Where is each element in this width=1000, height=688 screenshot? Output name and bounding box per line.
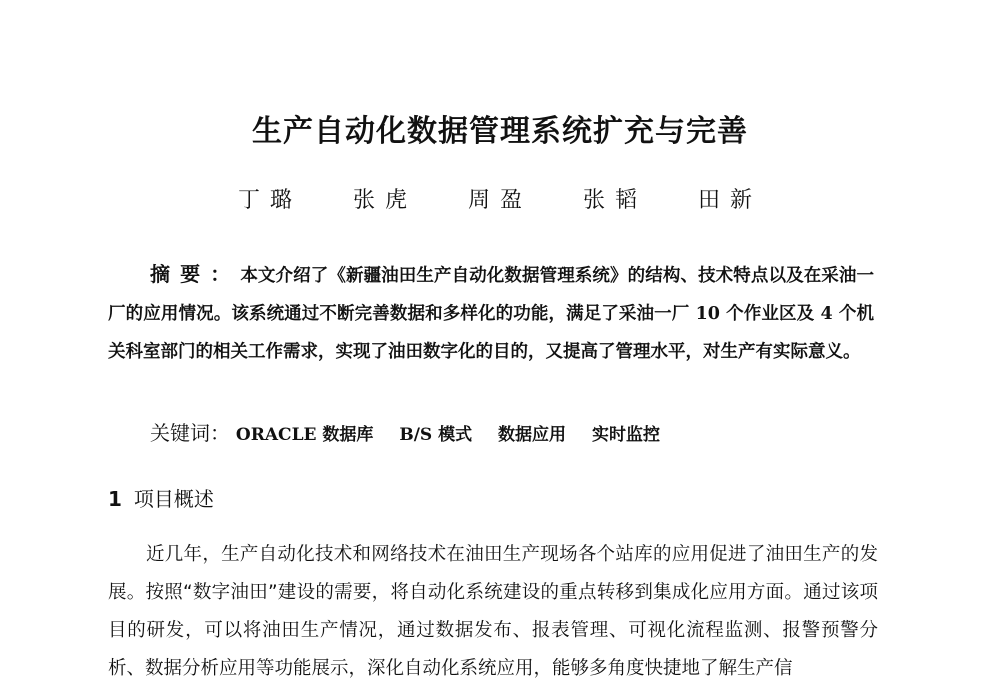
abstract-text: 本文介绍了《新疆油田生产自动化数据管理系统》的结构、技术特点以及在采油一厂的应用情况。该系统通过不断完善数据和多样化的功能，满足了采油一厂 10 个作业区及 4 个机关科室部门的相关工作需求，实现了油田数字化的目的，又提高了管理水平，对生产有实际意义。 bbox=[108, 266, 875, 362]
body-paragraph: 近几年，生产自动化技术和网络技术在油田生产现场各个站库的应用促进了油田生产的发展。按照“数字油田”建设的需要，将自动化系统建设的重点转移到集成化应用方面。通过该项目的研发，可以将油田生产情况，通过数据发布、报表管理、可视化流程监测、报警预警分析、数据分析应用等功能展示，深化自动化系统应用，能够多角度快捷地了解生产信 bbox=[108, 544, 878, 679]
section-number: 1 bbox=[108, 487, 122, 511]
author-list bbox=[0, 186, 1000, 216]
keywords-label: 关键词： bbox=[150, 421, 230, 445]
section-heading bbox=[108, 484, 214, 514]
author-3: 周盈 bbox=[467, 188, 532, 213]
keyword-4: 实时监控 bbox=[591, 425, 660, 445]
paper-title: 生产自动化数据管理系统扩充与完善 bbox=[252, 114, 748, 149]
keywords bbox=[150, 418, 680, 450]
author-1: 丁璐 bbox=[237, 188, 302, 213]
keyword-1: ORACLE 数据库 bbox=[235, 425, 374, 445]
author-5: 田新 bbox=[698, 188, 763, 213]
keyword-3: 数据应用 bbox=[498, 425, 567, 445]
abstract bbox=[108, 255, 874, 371]
keyword-2: B/S 模式 bbox=[399, 425, 473, 445]
section-title: 项目概述 bbox=[133, 487, 214, 511]
abstract-label: 摘要： bbox=[150, 262, 241, 286]
author-2: 张虎 bbox=[352, 188, 417, 213]
author-4: 张韬 bbox=[583, 188, 648, 213]
